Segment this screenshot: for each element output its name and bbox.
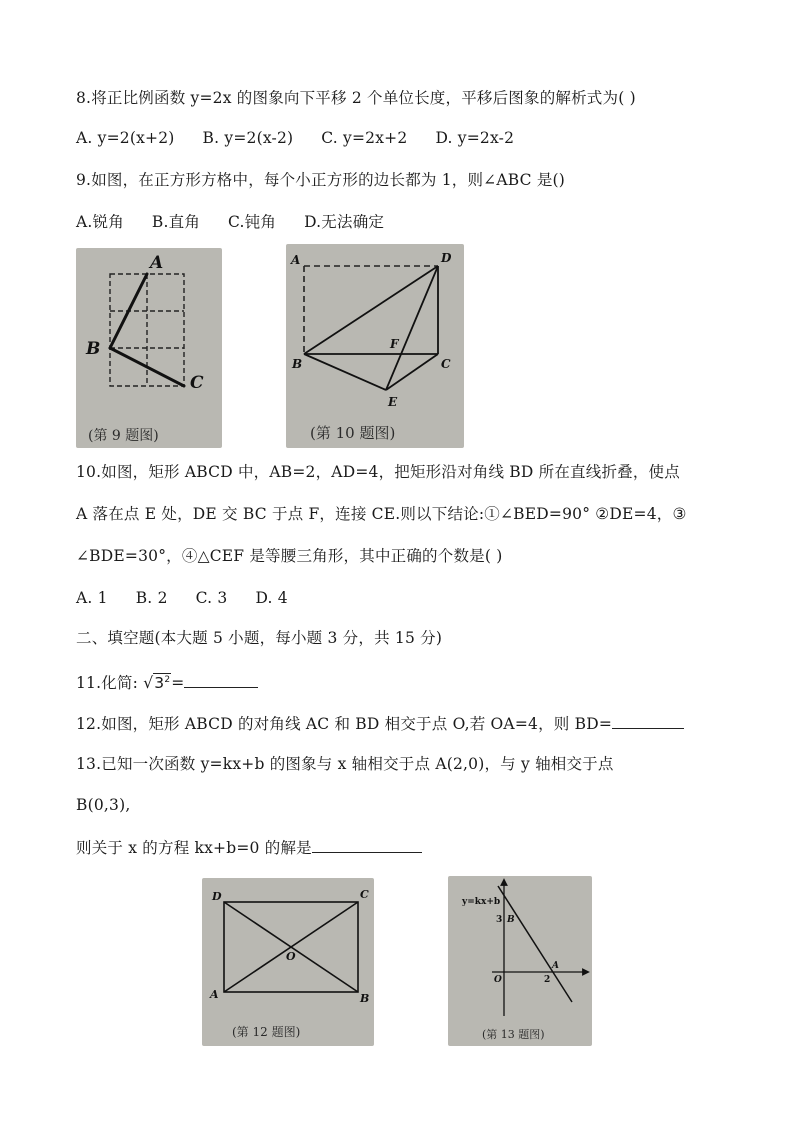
- point-b-label: B: [507, 915, 515, 925]
- answer-blank-13[interactable]: [312, 836, 422, 853]
- question-10-line-3: ∠BDE=30°，④△CEF 是等腰三角形，其中正确的个数是( ): [76, 547, 503, 565]
- segment-bd: [304, 266, 438, 354]
- radicand: 3: [154, 674, 165, 693]
- point-a-label: A: [150, 253, 164, 273]
- point-c-label: C: [360, 888, 369, 901]
- question-12: [76, 712, 684, 734]
- option-c: C.钝角: [228, 213, 277, 231]
- function-label: y=kx+b: [462, 897, 501, 907]
- question-11-prefix: 11.化简:: [76, 674, 139, 693]
- point-o-label: O: [286, 950, 296, 963]
- option-c: C. y=2x+2: [321, 129, 408, 147]
- section-2-title: 二、填空题(本大题 5 小题，每小题 3 分，共 15 分): [76, 629, 443, 647]
- answer-blank-11[interactable]: [184, 671, 258, 688]
- tick-3-label: 3: [496, 915, 503, 925]
- option-d: D. y=2x-2: [435, 129, 515, 147]
- question-10-line-2: A 落在点 E 处，DE 交 BC 于点 F，连接 CE.则以下结论:①∠BED=90° ②DE=4，③: [76, 505, 687, 523]
- point-a-label: A: [210, 988, 219, 1001]
- point-b-label: B: [86, 339, 101, 359]
- answer-blank-12[interactable]: [612, 712, 684, 729]
- question-8-stem: 8.将正比例函数 y=2x 的图象向下平移 2 个单位长度，平移后图象的解析式为( ): [76, 89, 636, 107]
- figure-9-caption: (第 9 题图): [88, 428, 159, 444]
- option-b: B.直角: [151, 213, 201, 231]
- figure-10: [286, 244, 464, 448]
- figure-12-caption: (第 12 题图): [232, 1025, 301, 1039]
- option-b: B. y=2(x-2): [202, 129, 294, 147]
- point-a-label: A: [552, 961, 559, 971]
- question-10-line-1: 10.如图，矩形 ABCD 中，AB=2，AD=4，把矩形沿对角线 BD 所在直线折叠，使点: [76, 463, 680, 481]
- point-f-label: F: [390, 337, 399, 351]
- segment-ab: [110, 274, 147, 348]
- origin-o-label: O: [494, 975, 502, 985]
- question-8-options: [76, 128, 542, 148]
- function-line: [498, 886, 572, 1002]
- figure-13: [448, 876, 592, 1046]
- point-c-label: C: [190, 373, 204, 393]
- equals-sign: =: [171, 674, 185, 693]
- point-b-label: B: [292, 357, 303, 371]
- option-b: B. 2: [135, 589, 168, 607]
- question-13: [76, 836, 422, 858]
- option-d: D. 4: [255, 589, 288, 607]
- question-11: [76, 670, 258, 693]
- exponent: 2: [164, 675, 171, 685]
- point-d-label: D: [441, 251, 452, 265]
- point-e-label: E: [388, 395, 398, 409]
- question-9-options: [76, 212, 412, 232]
- option-c: C. 3: [195, 589, 228, 607]
- question-13-line-1: 13.已知一次函数 y=kx+b 的图象与 x 轴相交于点 A(2,0)，与 y 轴相交于点: [76, 755, 614, 773]
- question-13-line-2: B(0,3),: [76, 796, 131, 814]
- sqrt-expression: $√3^2$: [143, 674, 171, 693]
- option-d: D.无法确定: [304, 213, 385, 231]
- question-13-line-3: 则关于 x 的方程 kx+b=0 的解是: [76, 839, 312, 857]
- point-b-label: B: [360, 992, 370, 1005]
- figure-9: [76, 248, 222, 448]
- figure-10-caption: (第 10 题图): [310, 424, 396, 442]
- question-10-options: [76, 588, 316, 608]
- figure-13-caption: (第 13 题图): [482, 1028, 545, 1041]
- figure-12: [202, 878, 374, 1046]
- question-9-stem: 9.如图，在正方形方格中，每个小正方形的边长都为 1，则∠ABC 是(): [76, 171, 566, 189]
- option-a: A. 1: [76, 589, 108, 607]
- option-a: A.锐角: [76, 213, 124, 231]
- point-a-label: A: [291, 253, 301, 267]
- point-c-label: C: [441, 357, 451, 371]
- option-a: A. y=2(x+2): [76, 129, 175, 147]
- question-12-stem: 12.如图，矩形 ABCD 的对角线 AC 和 BD 相交于点 O,若 OA=4，则 BD=: [76, 715, 613, 733]
- point-d-label: D: [212, 890, 222, 903]
- tick-2-label: 2: [544, 975, 551, 985]
- segment-be: [304, 354, 386, 390]
